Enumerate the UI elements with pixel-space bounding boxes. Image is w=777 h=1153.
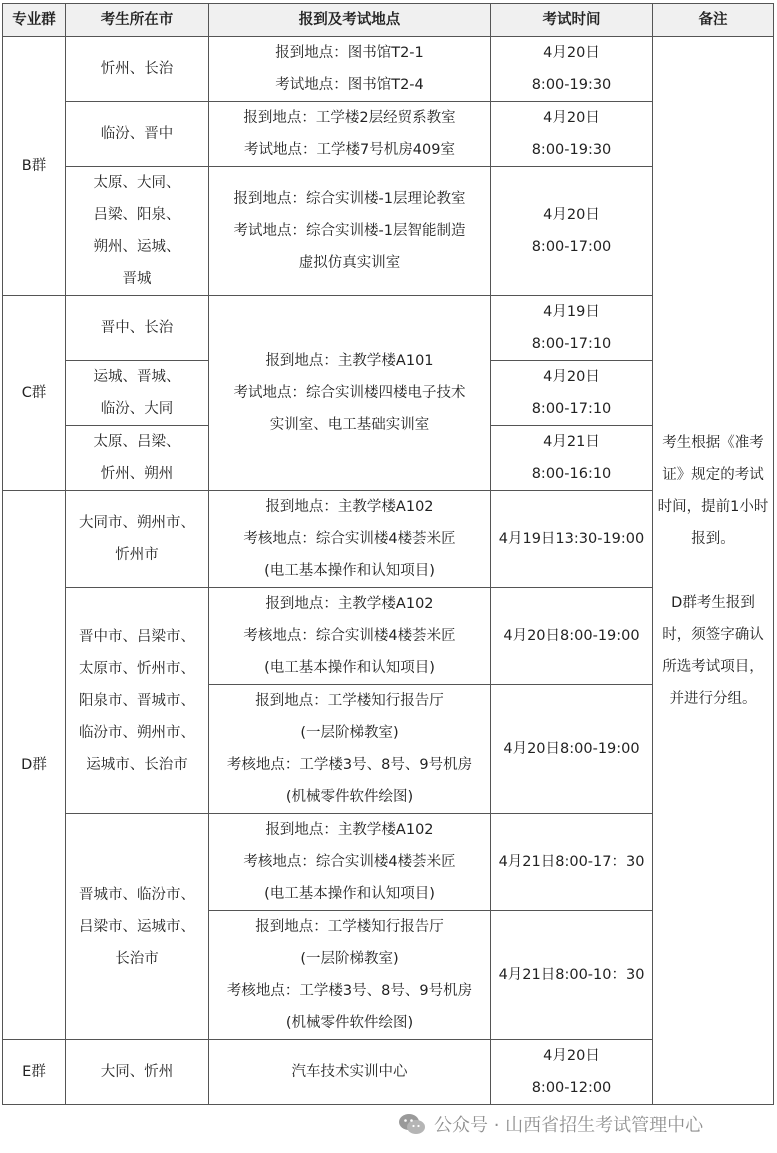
header-row	[3, 4, 774, 37]
wechat-icon	[398, 1113, 426, 1135]
time-cell: 4月20日8:00-19:00	[491, 588, 653, 685]
time-cell: 4月19日 8:00-17:10	[491, 296, 653, 361]
location-cell: 报到地点：主教学楼A102 考核地点：综合实训楼4楼荟米匠 (电工基本操作和认知项目)	[209, 814, 491, 911]
remark-note-1: 考生根据《准考证》规定的考试时间，提前1小时报到。	[657, 434, 769, 547]
time-cell: 4月20日 8:00-19:30	[491, 102, 653, 167]
time-cell: 4月19日13:30-19:00	[491, 491, 653, 588]
group-e-label: E群	[3, 1040, 66, 1105]
city-cell: 运城、晋城、 临汾、大同	[66, 361, 209, 426]
group-c-label: C群	[3, 296, 66, 491]
time-cell: 4月20日 8:00-17:00	[491, 167, 653, 296]
time-cell: 4月21日 8:00-16:10	[491, 426, 653, 491]
location-cell: 报到地点：工学楼知行报告厅 (一层阶梯教室) 考核地点：工学楼3号、8号、9号机房 (机械零件软件绘图)	[209, 911, 491, 1040]
watermark-text: 公众号 · 山西省招生考试管理中心	[434, 1115, 704, 1136]
city-cell: 大同、忻州	[66, 1040, 209, 1105]
city-cell: 忻州、长治	[66, 37, 209, 102]
location-cell: 报到地点：综合实训楼-1层理论教室 考试地点：综合实训楼-1层智能制造 虚拟仿真实训室	[209, 167, 491, 296]
location-cell: 报到地点：主教学楼A102 考核地点：综合实训楼4楼荟米匠 (电工基本操作和认知项目)	[209, 588, 491, 685]
table-row	[3, 37, 774, 102]
time-cell: 4月21日8:00-10：30	[491, 911, 653, 1040]
remark-note-2: D群考生报到时，须签字确认所选考试项目，并进行分组。	[662, 594, 764, 707]
city-cell: 太原、大同、 吕梁、阳泉、 朔州、运城、 晋城	[66, 167, 209, 296]
time-cell: 4月21日8:00-17：30	[491, 814, 653, 911]
watermark	[398, 1109, 703, 1139]
header-group: 专业群	[3, 4, 66, 37]
time-cell: 4月20日8:00-19:00	[491, 685, 653, 814]
city-cell: 晋城市、临汾市、 吕梁市、运城市、 长治市	[66, 814, 209, 1040]
header-location: 报到及考试地点	[209, 4, 491, 37]
location-cell: 汽车技术实训中心	[209, 1040, 491, 1105]
time-cell: 4月20日 8:00-17:10	[491, 361, 653, 426]
location-cell: 报到地点：工学楼知行报告厅 (一层阶梯教室) 考核地点：工学楼3号、8号、9号机房 (机械零件软件绘图)	[209, 685, 491, 814]
group-b-label: B群	[3, 37, 66, 296]
time-cell: 4月20日 8:00-19:30	[491, 37, 653, 102]
city-cell: 临汾、晋中	[66, 102, 209, 167]
city-cell: 大同市、朔州市、 忻州市	[66, 491, 209, 588]
remark-cell	[653, 37, 774, 1105]
location-cell: 报到地点：图书馆T2-1 考试地点：图书馆T2-4	[209, 37, 491, 102]
time-cell: 4月20日 8:00-12:00	[491, 1040, 653, 1105]
header-time: 考试时间	[491, 4, 653, 37]
city-cell: 晋中、长治	[66, 296, 209, 361]
header-city: 考生所在市	[66, 4, 209, 37]
group-d-label: D群	[3, 491, 66, 1040]
header-remark: 备注	[653, 4, 774, 37]
city-cell: 晋中市、吕梁市、 太原市、忻州市、 阳泉市、晋城市、 临汾市、朔州市、 运城市、长治市	[66, 588, 209, 814]
location-cell: 报到地点：主教学楼A102 考核地点：综合实训楼4楼荟米匠 (电工基本操作和认知项目)	[209, 491, 491, 588]
exam-schedule-table	[2, 3, 774, 1105]
location-cell: 报到地点：工学楼2层经贸系教室 考试地点：工学楼7号机房409室	[209, 102, 491, 167]
city-cell: 太原、吕梁、 忻州、朔州	[66, 426, 209, 491]
location-cell: 报到地点：主教学楼A101 考试地点：综合实训楼四楼电子技术 实训室、电工基础实训室	[209, 296, 491, 491]
